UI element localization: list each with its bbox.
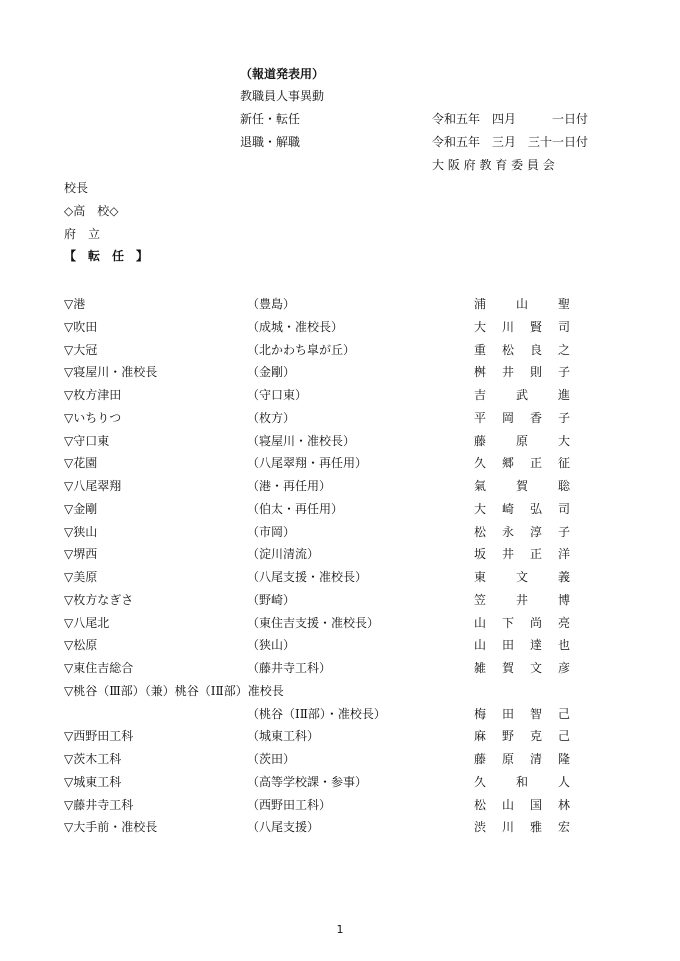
person-name: 渋 川 雅 宏 <box>474 820 570 835</box>
personnel-row <box>0 727 680 749</box>
person-name: 重 松 良 之 <box>474 342 570 357</box>
person-name: 山 下 尚 亮 <box>474 615 570 630</box>
previous-post: （桃谷（ⅠⅡ部）・准校長） <box>247 706 386 721</box>
previous-post: （豊島） <box>247 297 296 311</box>
previous-post: （藤井寺工科） <box>247 661 332 675</box>
previous-post: （城東工科） <box>247 729 320 744</box>
previous-post: （淀川清流） <box>247 547 320 562</box>
previous-post: （北かわち皐が丘） <box>247 342 356 357</box>
previous-post: （伯太・再任用） <box>247 501 344 516</box>
new-school: ▽松原 <box>64 638 98 653</box>
personnel-row <box>0 500 680 522</box>
appointment-date: 令和五年 四月 一日付 <box>432 112 589 126</box>
person-name: 久 郷 正 征 <box>474 456 570 471</box>
person-name: 松 永 淳 子 <box>474 524 570 539</box>
previous-post: （守口東） <box>247 388 308 402</box>
person-name: 麻 野 克 己 <box>474 729 570 744</box>
personnel-row <box>0 659 680 681</box>
person-name: 吉 武 進 <box>474 388 570 402</box>
press-label: （報道発表用） <box>240 67 325 81</box>
position-heading: 校長 <box>64 181 89 195</box>
category-heading: 府 立 <box>64 227 101 241</box>
person-name: 笠 井 博 <box>474 592 570 607</box>
new-school: ▽吹田 <box>64 319 98 334</box>
new-school: ▽東住吉総合 <box>64 661 134 675</box>
person-name: 浦 山 聖 <box>474 297 570 311</box>
new-school: ▽枚方津田 <box>64 388 122 402</box>
person-name: 平 岡 香 子 <box>474 410 570 425</box>
new-school: ▽港 <box>64 297 86 311</box>
previous-post: （寝屋川・准校長） <box>247 433 356 448</box>
person-name: 山 田 達 也 <box>474 638 570 653</box>
person-name: 雑 賀 文 彦 <box>474 661 570 675</box>
person-name: 大 川 賢 司 <box>474 319 570 334</box>
new-school: ▽狭山 <box>64 524 98 539</box>
appointment-label: 新任・転任 <box>240 112 301 126</box>
personnel-row <box>0 818 680 840</box>
previous-post: （港・再任用） <box>247 479 332 493</box>
person-name: 氣 賀 聡 <box>474 479 570 493</box>
personnel-row <box>0 454 680 476</box>
personnel-row <box>0 614 680 636</box>
previous-post: （市岡） <box>247 524 296 539</box>
personnel-row <box>0 705 680 727</box>
person-name: 藤 原 大 <box>474 433 570 448</box>
page-number: 1 <box>336 923 344 936</box>
new-school: ▽城東工科 <box>64 774 122 789</box>
new-school: ▽藤井寺工科 <box>64 797 134 812</box>
previous-post: （成城・准校長） <box>247 319 344 334</box>
new-school: ▽寝屋川・准校長 <box>64 365 158 380</box>
new-school: ▽大冠 <box>64 342 98 357</box>
person-name: 久 和 人 <box>474 774 570 789</box>
new-school: ▽茨木工科 <box>64 752 122 766</box>
new-school: ▽西野田工科 <box>64 729 134 744</box>
retirement-date: 令和五年 三月 三十一日付 <box>432 135 589 149</box>
person-name: 東 文 義 <box>474 570 570 584</box>
previous-post: （枚方） <box>247 410 296 425</box>
new-school: ▽金剛 <box>64 501 98 516</box>
previous-post: （狭山） <box>247 638 296 653</box>
personnel-row <box>0 386 680 408</box>
previous-post: （八尾支援・准校長） <box>247 570 368 584</box>
new-school: ▽大手前・准校長 <box>64 820 158 835</box>
new-school: ▽八尾翠翔 <box>64 479 122 493</box>
personnel-row <box>0 318 680 340</box>
new-school: ▽花園 <box>64 456 98 471</box>
previous-post: （西野田工科） <box>247 797 332 812</box>
personnel-row <box>0 682 680 704</box>
personnel-row <box>0 363 680 385</box>
new-school: ▽守口東 <box>64 433 110 448</box>
new-school: ▽美原 <box>64 570 98 584</box>
school-type-heading: ◇高 校◇ <box>64 204 119 218</box>
personnel-row <box>0 568 680 590</box>
personnel-row <box>0 523 680 545</box>
previous-post: （高等学校課・参事） <box>247 774 368 789</box>
retirement-label: 退職・解職 <box>240 135 301 149</box>
previous-post: （八尾翠翔・再任用） <box>247 456 368 471</box>
personnel-row <box>0 636 680 658</box>
new-school: ▽枚方なぎさ <box>64 592 134 607</box>
document-title: 教職員人事異動 <box>240 89 325 103</box>
person-name: 梅 田 智 己 <box>474 706 570 721</box>
previous-post: （野崎） <box>247 592 296 607</box>
personnel-row <box>0 432 680 454</box>
person-name: 松 山 国 林 <box>474 797 570 812</box>
previous-post: （東住吉支援・准校長） <box>247 615 380 630</box>
new-school: ▽桃谷（Ⅲ部）（兼）桃谷（ⅠⅡ部）准校長 <box>64 683 284 698</box>
previous-post: （茨田） <box>247 752 296 766</box>
person-name: 坂 井 正 洋 <box>474 547 570 562</box>
new-school: ▽いちりつ <box>64 410 122 425</box>
person-name: 大 崎 弘 司 <box>474 501 570 516</box>
personnel-row <box>0 591 680 613</box>
previous-post: （八尾支援） <box>247 820 320 835</box>
new-school: ▽堺西 <box>64 547 98 562</box>
personnel-row <box>0 409 680 431</box>
person-name: 桝 井 則 子 <box>474 365 570 380</box>
issuer: 大 阪 府 教 育 委 員 会 <box>432 158 555 172</box>
person-name: 藤 原 清 隆 <box>474 752 570 766</box>
personnel-row <box>0 295 680 317</box>
personnel-row <box>0 341 680 363</box>
personnel-row <box>0 545 680 567</box>
previous-post: （金剛） <box>247 365 296 380</box>
personnel-row <box>0 773 680 795</box>
personnel-row <box>0 750 680 772</box>
movement-heading: 【 転 任 】 <box>64 249 149 263</box>
personnel-row <box>0 796 680 818</box>
personnel-row <box>0 477 680 499</box>
new-school: ▽八尾北 <box>64 615 110 630</box>
